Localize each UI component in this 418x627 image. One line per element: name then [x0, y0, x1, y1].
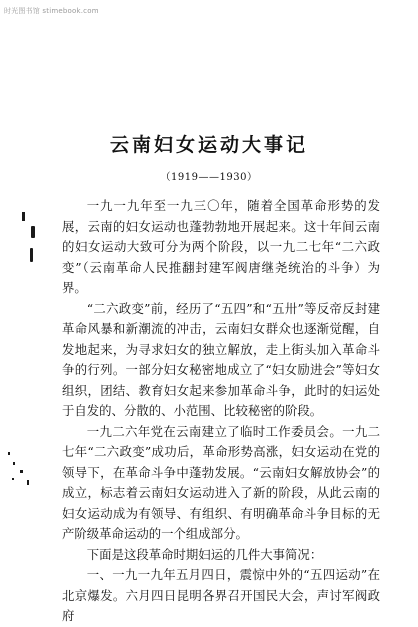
paragraph: 下面是这段革命时期妇运的几件大事简况：	[86, 546, 323, 562]
scan-mark	[8, 452, 10, 455]
watermark: 时光图书馆 stimebook.com	[4, 7, 99, 15]
document-title: 云南妇女运动大事记	[109, 134, 308, 156]
scan-mark	[30, 248, 33, 262]
scan-mark	[31, 226, 35, 238]
scan-mark	[20, 470, 23, 473]
paragraph: 一、一九一九年五月四日，震惊中外的“五四运动”在北京爆发。六月四日昆明各界召开国民大会，声讨军阀政府	[62, 567, 380, 623]
scan-mark	[13, 462, 15, 465]
paragraph: 一九一九年至一九三〇年，随着全国革命形势的发展，云南的妇女运动也蓬勃勃地开展起来。这十年间云南的妇女运动大致可分为两个阶段，以一九二七年“二六政变”（云南革命人民推翻封建军阀唐继尧统治的斗争）为界。	[62, 198, 380, 295]
paragraph: “二六政变”前，经历了“五四”和“五卅”等反帝反封建革命风暴和新潮流的冲击，云南妇女群众也逐渐觉醒，自发地起来，为寻求妇女的独立解放，走上街头加入革命斗争的行列。一部分妇女秘密地成立了“妇女励进会”等妇女组织，团结、教育妇女起来参加革命斗争，此时的妇运处于自发的、分散的、小范围、比较秘密的阶段。	[62, 300, 380, 418]
body-text	[62, 196, 380, 627]
paragraph: 一九二六年党在云南建立了临时工作委员会。一九二七年“二六政变”成功后，革命形势高涨，妇女运动在党的领导下，在革命斗争中蓬勃发展。“云南妇女解放协会”的成立，标志着云南妇女运动进入了新的阶段，从此云南的妇女运动成为有领导、有组织、有明确革命斗争目标的无产阶级革命运动的一个组成部分。	[62, 423, 380, 541]
scan-mark	[27, 480, 29, 485]
date-range: （1919——1930）	[160, 172, 258, 183]
scan-mark	[22, 212, 25, 221]
scan-mark	[12, 478, 14, 480]
